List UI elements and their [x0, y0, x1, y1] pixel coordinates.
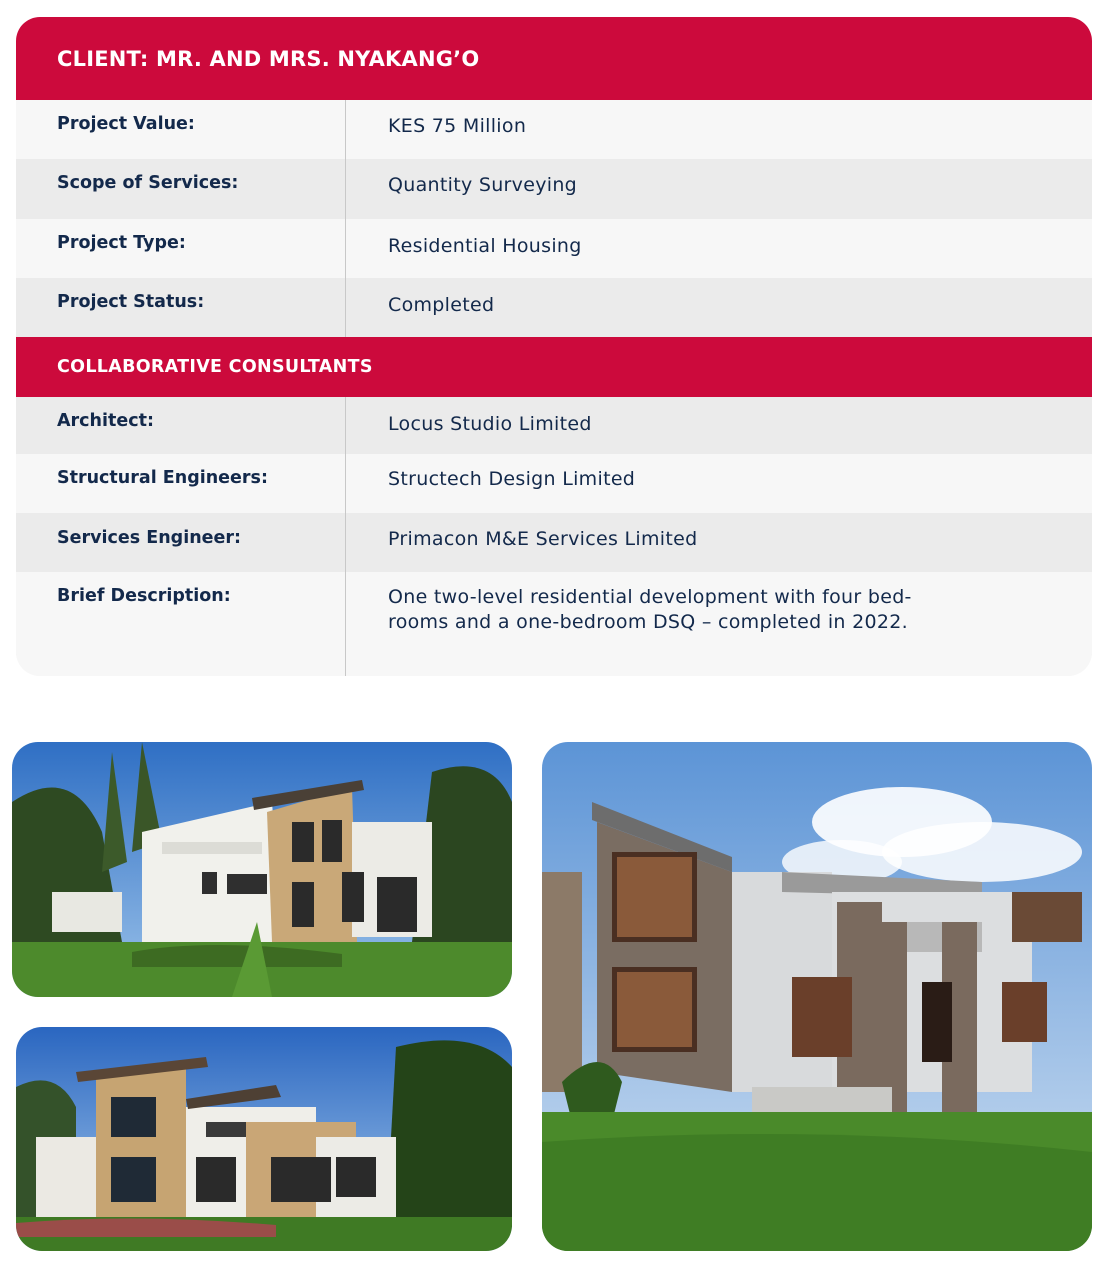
client-header: CLIENT: MR. AND MRS. NYAKANG’O	[16, 17, 1092, 100]
description-line-2: rooms and a one-bedroom DSQ – completed in 2022.	[388, 611, 908, 633]
description-value	[346, 572, 912, 635]
description-line-1: One two-level residential development with four bed-	[388, 586, 912, 608]
project-type-label: Project Type:	[16, 219, 346, 278]
architect-value: Locus Studio Limited	[388, 413, 592, 435]
architect-row	[16, 397, 1092, 454]
services-label: Services Engineer:	[16, 513, 346, 572]
project-type-row	[16, 219, 1092, 278]
house-photo-side	[16, 1027, 512, 1251]
project-value-label: Project Value:	[16, 100, 346, 159]
description-row	[16, 572, 1092, 676]
scope-row	[16, 159, 1092, 219]
project-status-value: Completed	[388, 294, 495, 316]
consultants-header: COLLABORATIVE CONSULTANTS	[16, 337, 1092, 397]
scope-value: Quantity Surveying	[388, 174, 578, 196]
project-value-row	[16, 100, 1092, 159]
scope-label: Scope of Services:	[16, 159, 346, 219]
services-value: Primacon M&E Services Limited	[388, 528, 698, 550]
house-render	[542, 742, 1092, 1251]
house-render-image	[542, 742, 1092, 1251]
project-type-value: Residential Housing	[388, 235, 582, 257]
house-photo-side-image	[16, 1027, 512, 1251]
house-photo-front-image	[12, 742, 512, 997]
project-value: KES 75 Million	[388, 115, 527, 137]
project-status-label: Project Status:	[16, 278, 346, 337]
house-photo-front	[12, 742, 512, 997]
project-status-row	[16, 278, 1092, 337]
description-label: Brief Description:	[16, 572, 346, 676]
architect-label: Architect:	[16, 397, 346, 454]
structural-row	[16, 454, 1092, 513]
structural-value: Structech Design Limited	[388, 468, 636, 490]
services-row	[16, 513, 1092, 572]
structural-label: Structural Engineers:	[16, 454, 346, 513]
project-info-card	[16, 17, 1092, 676]
